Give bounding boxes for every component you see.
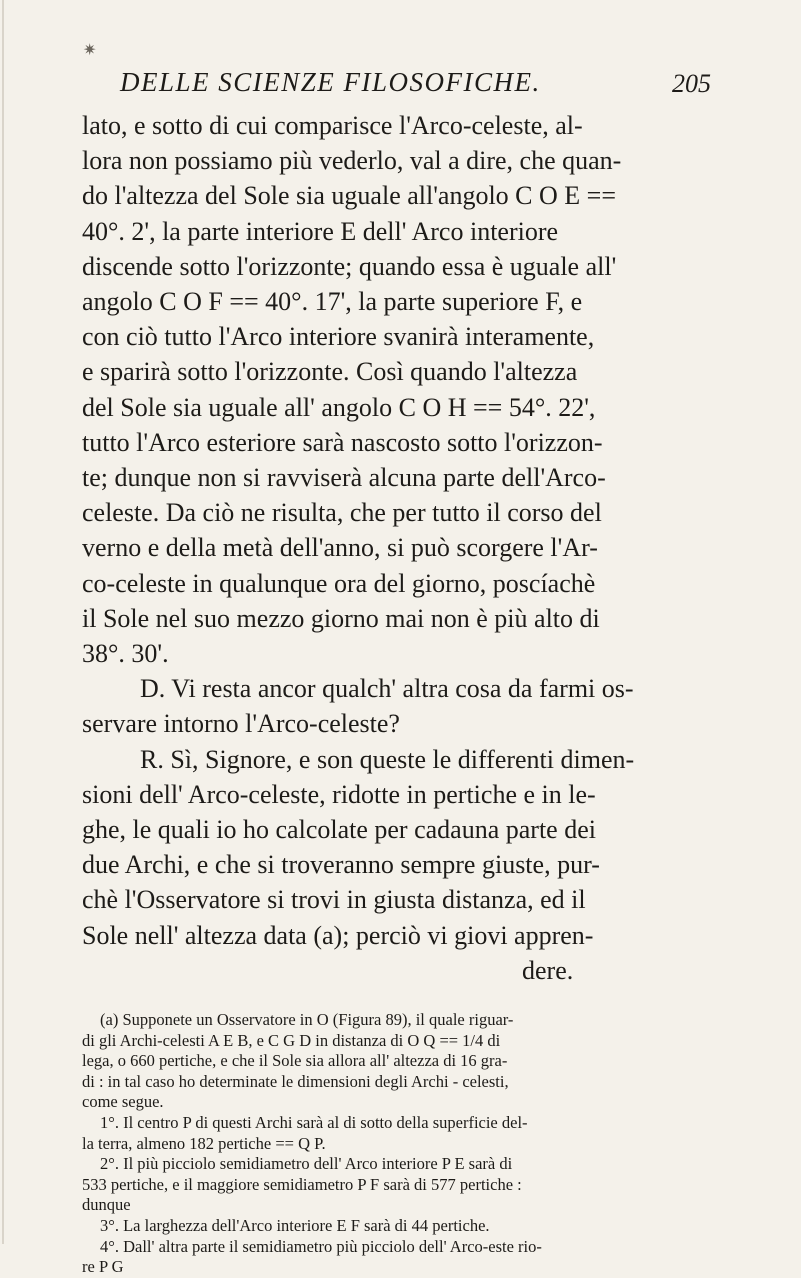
footnote-line: dunque <box>82 1195 131 1215</box>
body-line: del Sole sia uguale all' angolo C O H == 54°. 22', <box>82 392 596 422</box>
footnote-line: 4°. Dall' altra parte il semidiametro più picciolo dell' Arco-este rio- <box>100 1236 542 1256</box>
body-line: e sparirà sotto l'orizzonte. Così quando l'altezza <box>82 357 578 387</box>
body-line: lora non possiamo più vederlo, val a dire, che quan- <box>82 146 622 176</box>
body-line: discende sotto l'orizzonte; quando essa è uguale all' <box>82 251 617 281</box>
footnote-line: lega, o 660 pertiche, e che il Sole sia allora all' altezza di 16 gra- <box>82 1051 508 1071</box>
body-line: co-celeste in qualunque ora del giorno, poscíachè <box>82 568 596 598</box>
body-line: il Sole nel suo mezzo giorno mai non è più alto di <box>82 603 600 633</box>
body-line: tutto l'Arco esteriore sarà nascosto sotto l'orizzon- <box>82 427 603 457</box>
footnote-line: la terra, almeno 182 pertiche == Q P. <box>82 1133 326 1153</box>
body-line: sioni dell' Arco-celeste, ridotte in pertiche e in le- <box>82 779 596 809</box>
main-text <box>82 108 748 988</box>
body-line: dere. <box>522 955 574 985</box>
body-line: te; dunque non si ravviserà alcuna parte dell'Arco- <box>82 463 606 493</box>
body-line: servare intorno l'Arco-celeste? <box>82 709 400 739</box>
body-line: celeste. Da ciò ne risulta, che per tutto il corso del <box>82 498 602 528</box>
page-edge <box>2 0 4 1244</box>
answer-line: R. Sì, Signore, e son queste le differenti dimen- <box>140 744 635 774</box>
body-line: lato, e sotto di cui comparisce l'Arco-celeste, al- <box>82 111 583 140</box>
body-line: angolo C O F == 40°. 17', la parte superiore F, e <box>82 287 583 317</box>
footnote-line: re P G <box>82 1257 124 1277</box>
footnote-line: di gli Archi-celesti A E B, e C G D in distanza di O Q == 1/4 di <box>82 1030 501 1050</box>
footnote-line: di : in tal caso ho determinate le dimensioni degli Archi - celesti, <box>82 1071 509 1091</box>
body-line: verno e della metà dell'anno, si può scorgere l'Ar- <box>82 533 598 563</box>
ink-speck: ✷ <box>83 42 97 59</box>
footnote-line: (a) Supponete un Osservatore in O (Figura 89), il quale riguar- <box>100 1010 514 1029</box>
footnote-line: 2°. Il più picciolo semidiametro dell' Arco interiore P E sarà di <box>100 1154 513 1174</box>
body-line: 40°. 2', la parte interiore E dell' Arco interiore <box>82 216 559 246</box>
footnote-line: 1°. Il centro P di questi Archi sarà al di sotto della superficie del- <box>100 1112 528 1132</box>
body-line: ghe, le quali io ho calcolate per cadauna parte dei <box>82 815 596 845</box>
footnote-line: 3°. La larghezza dell'Arco interiore E F sarà di 44 pertiche. <box>100 1215 490 1235</box>
body-line: due Archi, e che si troveranno sempre giuste, pur- <box>82 850 600 880</box>
body-line: con ciò tutto l'Arco interiore svanirà interamente, <box>82 322 595 352</box>
body-line: do l'altezza del Sole sia uguale all'angolo C O E == <box>82 181 616 211</box>
running-head <box>0 63 801 103</box>
footnote-line: 533 pertiche, e il maggiore semidiametro P F sarà di 577 pertiche : <box>82 1174 522 1194</box>
running-title: DELLE SCIENZE FILOSOFICHE. <box>120 67 541 97</box>
body-line: chè l'Osservatore si trovi in giusta distanza, ed il <box>82 885 586 915</box>
page-number: 205 <box>672 69 711 98</box>
footnote <box>82 1010 752 1278</box>
question-line: D. Vi resta ancor qualch' altra cosa da farmi os- <box>140 674 634 704</box>
footnote-line: come segue. <box>82 1092 164 1112</box>
body-line: Sole nell' altezza data (a); perciò vi giovi appren- <box>82 920 594 950</box>
body-line: 38°. 30'. <box>82 639 169 669</box>
